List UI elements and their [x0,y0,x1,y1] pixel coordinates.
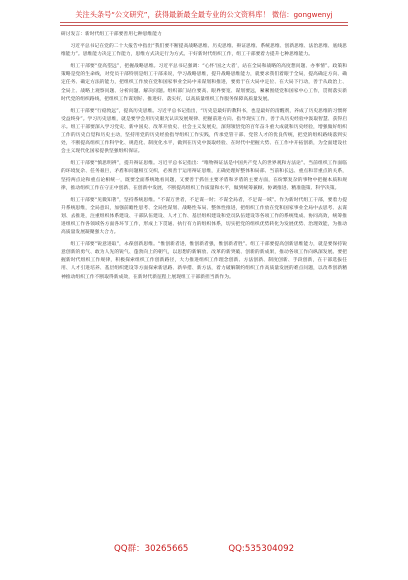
footer-qq-group: QQ群：30265665 [113,544,189,554]
footer-qq: QQ:535304092 [228,544,295,554]
header-rule-secondary [60,25,348,26]
page-header: 关注头条号“公文研究”，获得最新最全最专业的公文资料库！ 微信：gongwenyj [75,10,333,19]
paragraph: 习近平总书记在党的二十大报告中指出“我们要不断提高战略思维、历史思维、辩证思维、系统思维、创新思维、法治思维、底线思维能力”。思维能力决定工作能力，思维方式决定行为方式。干好新时代组织工作，组工干部要着力提升七种思维能力。 [61,44,347,58]
paragraph: 组工干部要“行稳致远”，提高历史思维。习近平总书记指出，“历史是最好的教科书，也是最好的清醒剂，养成了历史思维的习惯将受益终身”。学习历史思维，就是要学会用历史眼光认识发展规律、把握前进方向、指导现实工作，善于从历史经验中汲取智慧、获得启示。组工干部要深入学习党史、新中国史、改革开放史、社会主义发展史，深刻领悟党的百年奋斗重大成就和历史经验，增强做好组织工作的历史自觉和历史主动，坚持用党的历史经验指导组织工作实践，传承党管干部、党管人才的优良传统，把党的组织路线落到实处，不断提高组织工作科学化、规范化、制度化水平，做到在历史中汲取经验、在时代中把握大势、在工作中开拓创新，为全面建设社会主义现代化国家提供坚强组织保证。 [61,108,347,155]
paragraph: 组工干部要“慎思明辨”，提升辩证思维。习近平总书记指出：“唯物辩证法是中国共产党人的世界观和方法论”。当前组织工作面临的环境复杂、任务艰巨，矛盾和问题相互交织，必须善于运用辩证思维，正确处理好整体和局部、当前和长远、重点和非重点的关系，坚持两点论和重点论相统一，既要全面系统地看问题，又要善于抓住主要矛盾和矛盾的主要方面，在纷繁复杂的事物中把握本质和规律，推动组织工作在守正中创新、在创新中发展，不断提高组织工作质量和水平，做到统筹兼顾、协调推进、精准施策、科学决策。 [61,161,347,191]
paragraph: 组工干部要“锐意进取”，永葆创新思维。“惟创新者进，惟创新者强，惟创新者胜”。组工干部要提高创新思维能力，就是要保持锐意创新的勇气、敢为人先的锐气、蓬勃向上的朝气，以思想的新解放、改革的新突破、创新的新成果，推动各项工作向纵深发展。要把握新时代组织工作规律，积极探索组织工作创新路径，大力推进组织工作理念创新、方法创新、制度创新、手段创新，在干部选拔任用、人才引进培养、基层组织建设等方面探索新思路、新举措、新方法，着力破解制约组织工作高质量发展的难点问题，以改革创新精神推动组织工作不断取得新成效，在新时代新征程上展现组工干部新担当新作为。 [61,242,347,280]
paragraph: 组工干部要“登高望远”，把握战略思维。习近平总书记强调：“心怀‘国之大者’，站在全局和战略的高度想问题、办事情”。政策和策略是党的生命线，对党员干部特别是组工干部来说，学习战略思维，提升战略思维能力，就要求我们着眼于全局，提高确定方向、确定任务、确定方法的能力，把组织工作放在党和国家事业全局中来谋划和推进，要勇于在大局中定位、在大局下行动，善于从政治上、全局上、战略上观察问题、分析问题、解决问题。组织部门站位要高、眼界要宽、谋划要远，紧紧围绕党和国家中心工作，贯彻落实新时代党的组织路线，把组织工作谋划好、推进好、落实好，以高质量组织工作服务保障高质量发展。 [61,64,347,102]
page-footer [0,544,408,555]
document-title: 研讨发言：新时代组工干部要善用七种思维能力 [61,32,162,37]
header-rule [60,22,348,23]
document-body [61,31,347,551]
paragraph: 组工干部要“见微知著”，坚持系统思维。“不谋万世者，不足谋一时；不谋全局者，不足谋一域”。作为新时代组工干部，要着力提升系统思维，全局意识，加强前瞻性思考、全局性谋划、战略性布局、整体性推进，把组织工作放在党和国家事业全局中去思考、去谋划、去推进，注重组织体系建设、干部队伍建设、人才工作、基层组织建设和党员队伍建设等各项工作的系统集成、协同高效，统筹推进组织工作各领域各方面各环节工作，形成上下贯通、执行有力的组织体系，切实把党的组织优势转化为发展优势、治理效能，为推动高质量发展凝聚强大合力。 [61,197,347,236]
